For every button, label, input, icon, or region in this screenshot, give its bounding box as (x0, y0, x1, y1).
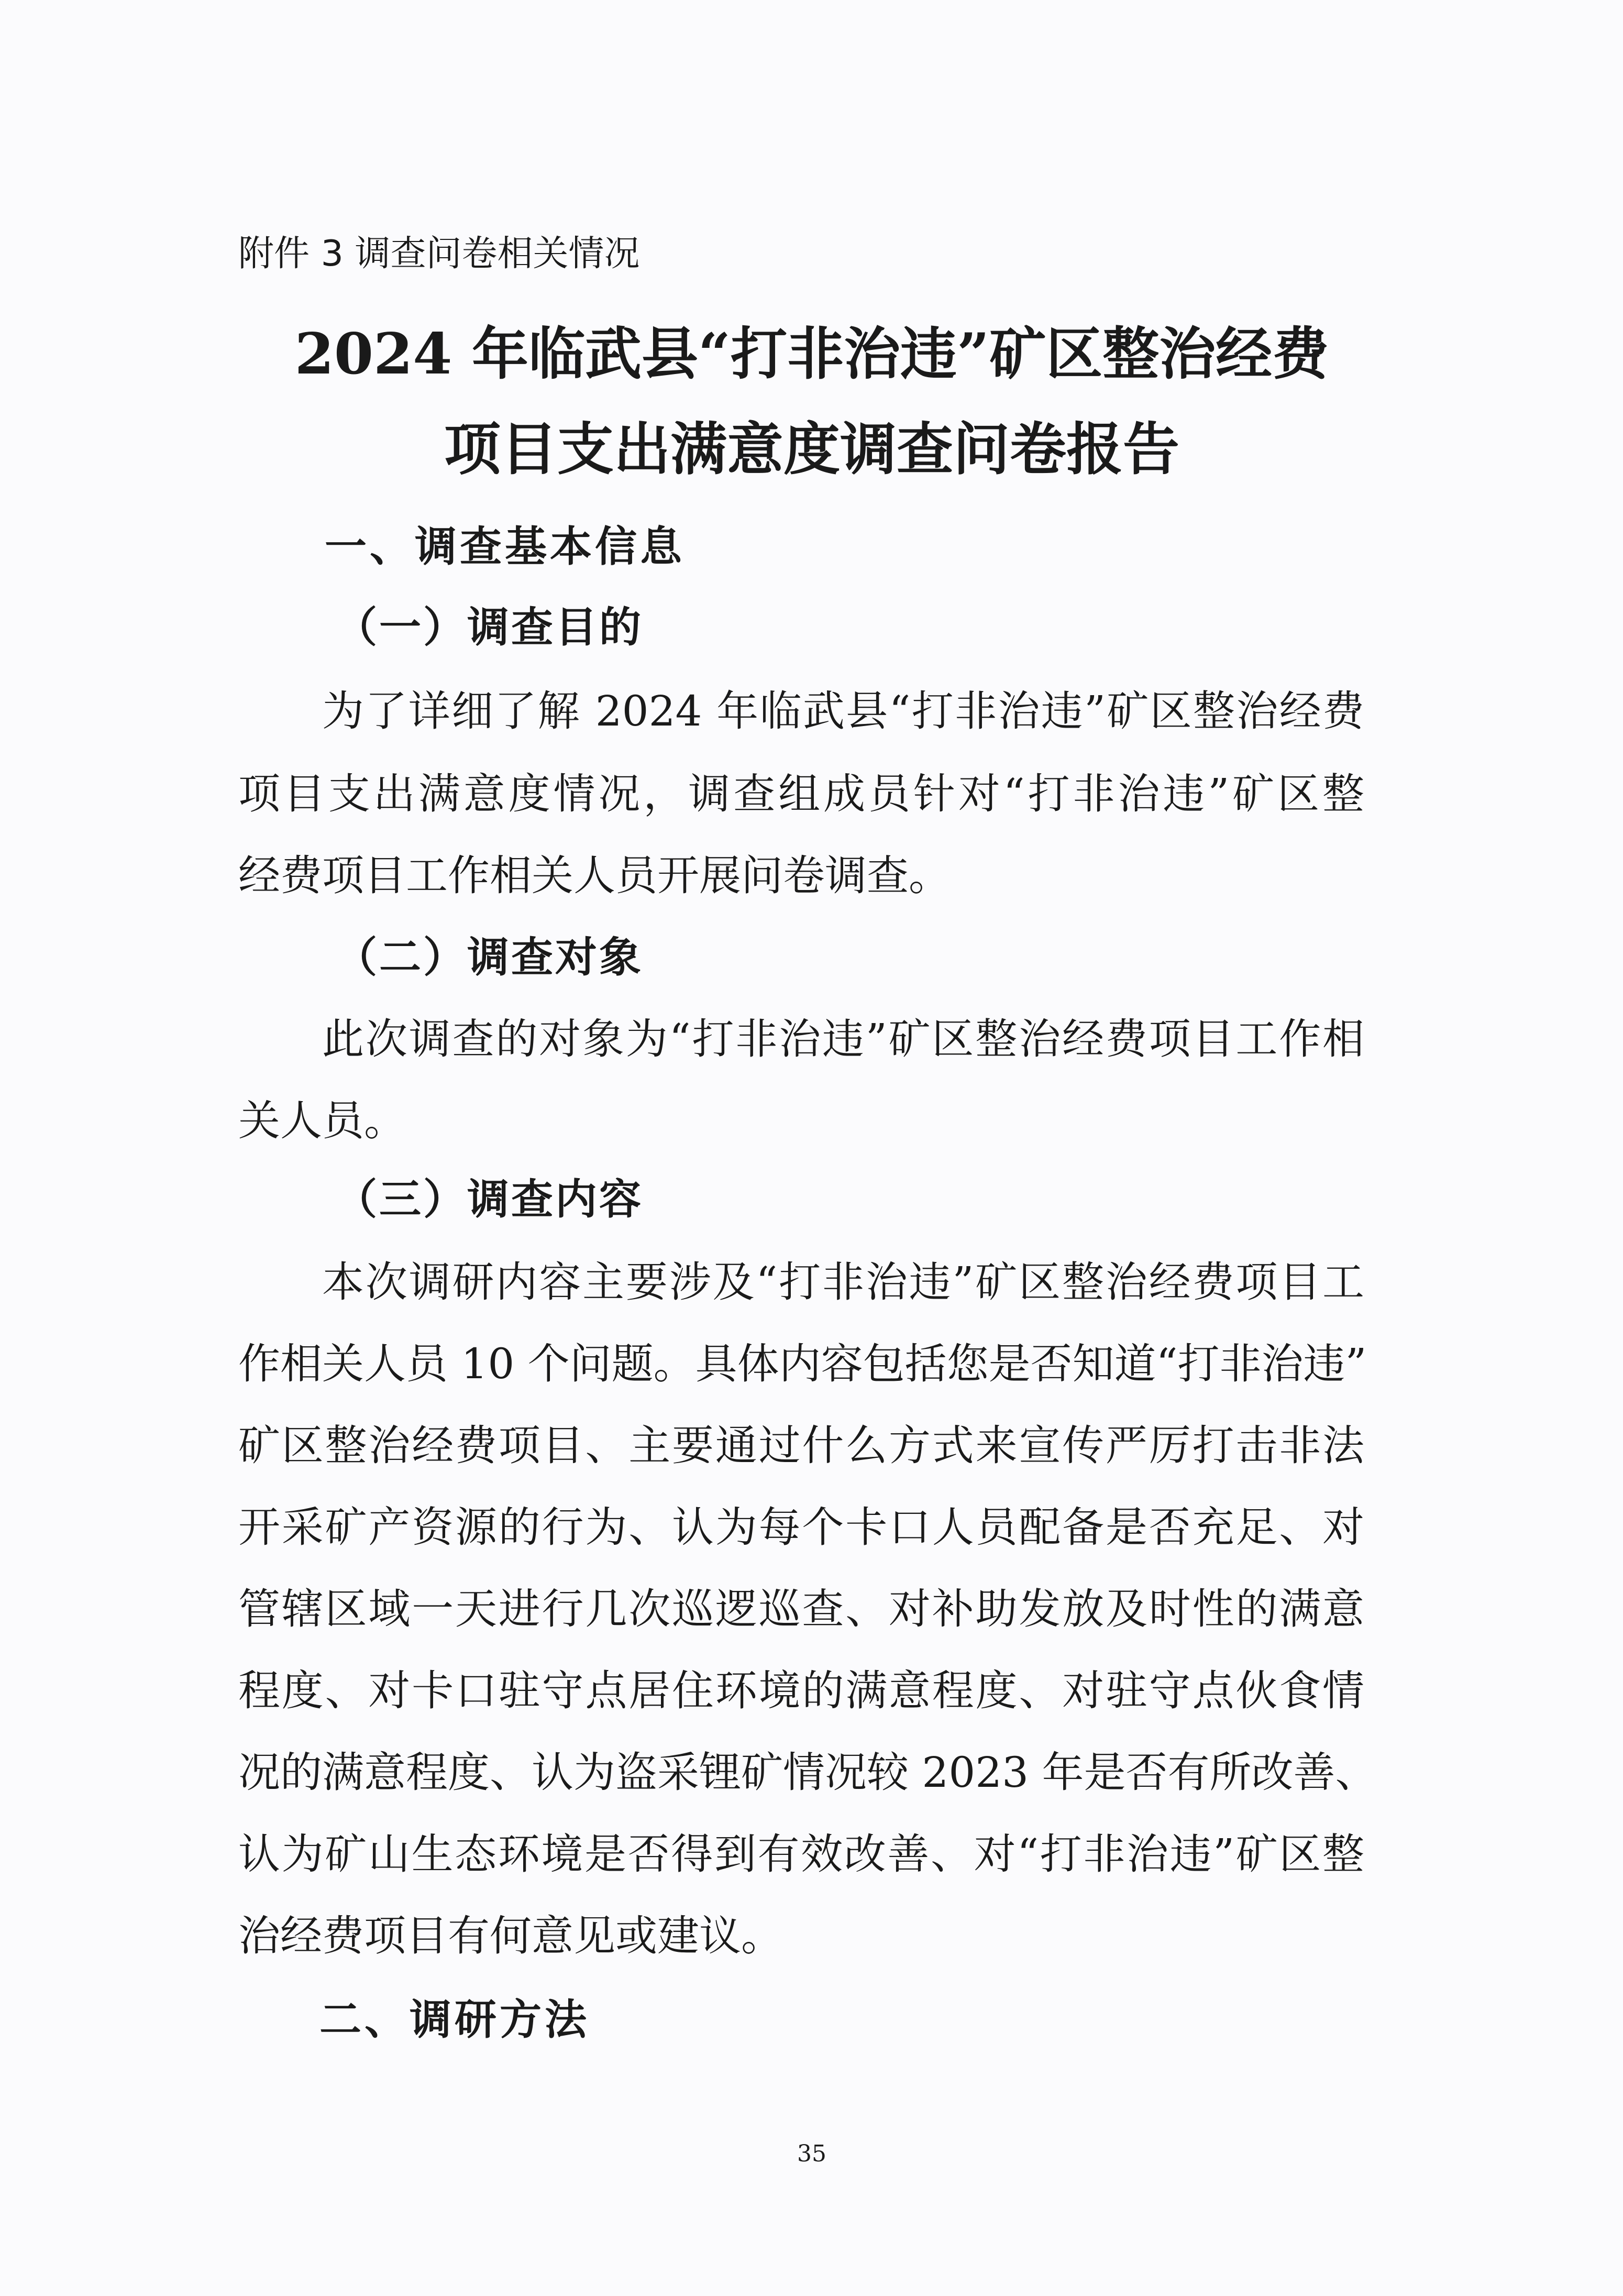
section-heading-method: 二、调研方法 (319, 1995, 590, 2044)
paragraph-line: 经费项目工作相关人员开展问卷调查。 (238, 851, 951, 900)
paragraph-line: 认为矿山生态环境是否得到有效改善、对“打非治违”矿区整 (238, 1830, 1364, 1878)
paragraph-line: 况的满意程度、认为盗采锂矿情况较 2023 年是否有所改善、 (238, 1748, 1377, 1797)
subheading-content: （三）调查内容 (335, 1175, 643, 1224)
paragraph-line: 治经费项目有何意见或建议。 (238, 1911, 783, 1960)
paragraph-line: 本次调研内容主要涉及“打非治违”矿区整治经费项目工 (322, 1258, 1364, 1306)
paragraph-line: 矿区整治经费项目、主要通过什么方式来宣传严厉打击非法 (238, 1421, 1364, 1470)
paragraph-line: 管辖区域一天进行几次巡逻巡查、对补助发放及时性的满意 (238, 1585, 1364, 1633)
paragraph-line: 程度、对卡口驻守点居住环境的满意程度、对驻守点伙食情 (238, 1666, 1364, 1715)
subheading-subjects: （二）调查对象 (335, 933, 643, 982)
subheading-purpose: （一）调查目的 (335, 603, 643, 652)
paragraph-line: 开采矿产资源的行为、认为每个卡口人员配备是否充足、对 (238, 1503, 1364, 1552)
report-title-line-2: 项目支出满意度调查问卷报告 (444, 416, 1179, 482)
paragraph-line: 此次调查的对象为“打非治违”矿区整治经费项目工作相 (322, 1015, 1364, 1063)
report-title-line-1: 2024 年临武县“打非治违”矿区整治经费 (294, 321, 1329, 387)
attachment-label: 附件 3 调查问卷相关情况 (238, 233, 640, 274)
paragraph-line: 项目支出满意度情况，调查组成员针对“打非治违”矿区整 (238, 770, 1364, 818)
paragraph-line: 作相关人员 10 个问题。具体内容包括您是否知道“打非治违” (238, 1339, 1367, 1388)
paragraph-line: 关人员。 (238, 1096, 406, 1145)
section-heading-basic-info: 一、调查基本信息 (325, 522, 685, 571)
page-number: 35 (797, 2140, 826, 2167)
paragraph-line: 为了详细了解 2024 年临武县“打非治违”矿区整治经费 (322, 687, 1364, 735)
